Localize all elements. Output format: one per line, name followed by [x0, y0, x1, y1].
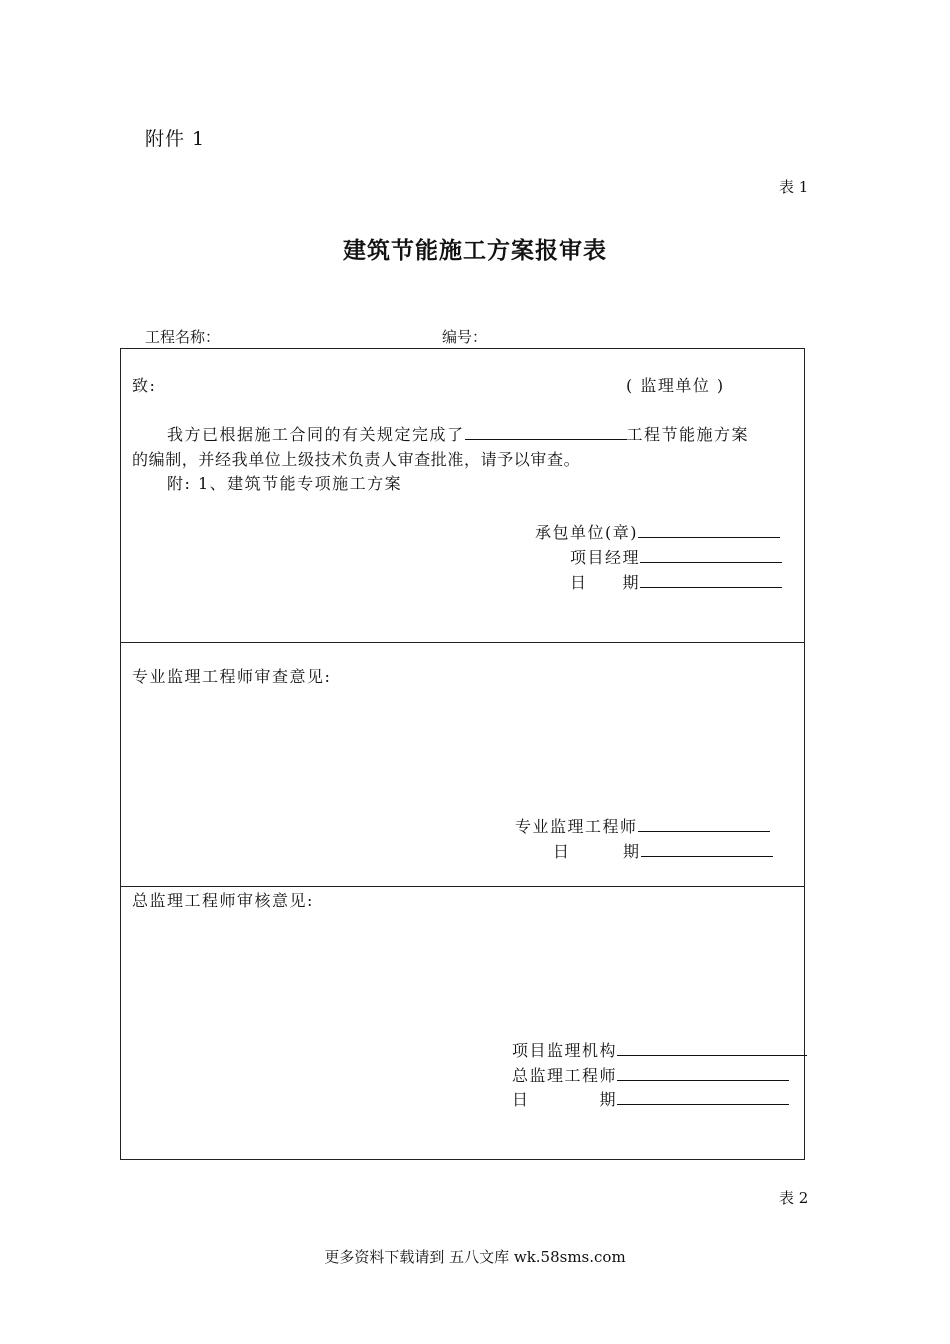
org-label: 项目监理机构 [512, 1041, 618, 1060]
submission-body-line2: 的编制，并经我单位上级技术负责人审查批准，请予以审查。 [132, 450, 581, 469]
org-row [512, 1038, 807, 1061]
attachment-list: 附: 1、建筑节能专项施工方案 [167, 474, 403, 493]
engineer-review-heading: 专业监理工程师审查意见: [132, 667, 332, 686]
project-name-blank[interactable] [465, 423, 627, 440]
table-number-2: 表 2 [779, 1189, 809, 1207]
engineer-review-section [121, 643, 804, 887]
manager-row [570, 545, 782, 568]
manager-label: 项目经理 [570, 548, 641, 567]
date-blank-2[interactable] [641, 840, 773, 857]
chief-review-section [121, 887, 804, 1159]
engineer-signature-blank[interactable] [638, 815, 770, 832]
org-signature-blank[interactable] [617, 1039, 807, 1056]
date-blank-3[interactable] [617, 1088, 789, 1105]
contractor-label: 承包单位(章) [535, 523, 638, 542]
manager-signature-blank[interactable] [640, 546, 782, 563]
date-label-3: 日 期 [512, 1090, 618, 1109]
form-number-label: 编号： [442, 328, 488, 346]
date-label-1: 日 期 [570, 573, 641, 592]
contractor-row [535, 520, 780, 543]
to-label: 致: [132, 376, 157, 395]
project-name-label: 工程名称： [145, 328, 221, 346]
body-text-part1: 我方已根据施工合同的有关规定完成了 [167, 425, 465, 444]
date-blank-1[interactable] [640, 571, 782, 588]
engineer-label: 专业监理工程师 [515, 817, 638, 836]
chief-review-heading: 总监理工程师审核意见: [132, 891, 314, 910]
chief-row [512, 1063, 789, 1086]
approval-form-table [120, 348, 805, 1160]
footer-text: 更多资料下载请到 五八文库 wk.58sms.com [324, 1248, 626, 1266]
contractor-signature-blank[interactable] [638, 521, 780, 538]
body-text-part2: 工程节能施方案 [626, 425, 750, 444]
table-number: 表 1 [779, 178, 809, 196]
submission-body-line1 [167, 422, 749, 445]
engineer-row [515, 814, 770, 837]
submission-section [121, 349, 804, 643]
supervisor-unit-label: ( 监理单位 ) [626, 376, 725, 395]
form-title: 建筑节能施工方案报审表 [343, 237, 607, 264]
date-row-3 [512, 1087, 789, 1110]
date-row-1 [570, 570, 782, 593]
chief-signature-blank[interactable] [617, 1064, 789, 1081]
chief-label: 总监理工程师 [512, 1066, 618, 1085]
date-label-2: 日 期 [553, 842, 641, 861]
date-row-2 [553, 839, 773, 862]
attachment-label: 附件 1 [145, 128, 206, 150]
